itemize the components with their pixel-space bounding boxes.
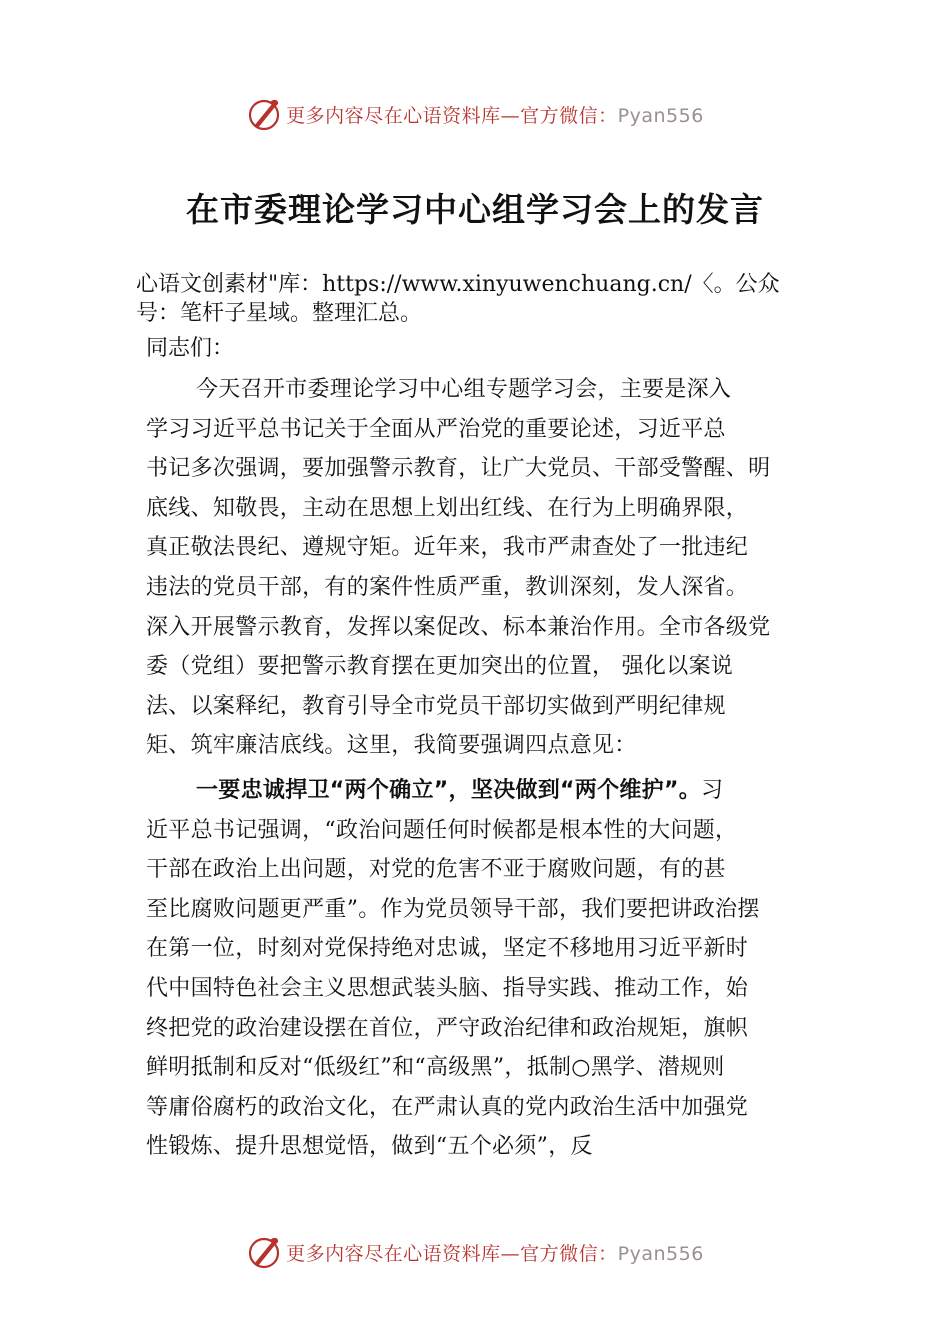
banner-label: 更多内容尽在心语资料库—官方微信： [286,1242,618,1265]
paragraph-line: 今天召开市委理论学习中心组专题学习会，主要是深入 [196,377,732,402]
header-watermark-banner [0,94,950,134]
paragraph-line: 违法的党员干部，有的案件性质严重，教训深刻，发人深省。 [146,574,749,600]
source-note [136,270,836,328]
paragraph-line: 真正敬法畏纪、遵规守矩。近年来，我市严肃查处了一批违纪 [146,535,749,561]
banner-label: 更多内容尽在心语资料库—官方微信： [286,104,618,127]
banner-wechat-id: Pyan556 [617,1242,704,1265]
paragraph-line: 在第一位，时刻对党保持绝对忠诚，坚定不移地用习近平新时 [146,936,749,962]
footer-watermark-banner [0,1232,950,1272]
source-line: 号：笔杆子星域。整理汇总。 [136,301,423,326]
pen-circle-logo-icon [246,96,282,132]
paragraph-line [146,771,826,811]
point-heading: 一要忠诚捍卫“两个确立”，坚决做到“两个维护”。 [196,778,702,803]
banner-text [286,101,704,128]
paragraph-line: 书记多次强调，要加强警示教育，让广大党员、干部受警醒、明 [146,456,771,482]
paragraph-line: 等庸俗腐朽的政治文化，在严肃认真的党内政治生活中加强党 [146,1094,749,1120]
paragraph-line: 矩、筑牢廉洁底线。这里，我简要强调四点意见： [146,733,637,759]
paragraph-line: 法、以案释纪，教育引导全市党员干部切实做到严明纪律规 [146,693,726,719]
point-heading-tail: 习 [701,778,724,803]
paragraph-line: 委（党组）要把警示教育摆在更加突出的位置， 强化以案说 [146,654,734,680]
paragraph-line: 终把党的政治建设摆在首位，严守政治纪律和政治规矩，旗帜 [146,1015,749,1041]
paragraph-line: 干部在政治上出问题，对党的危害不亚于腐败问题，有的甚 [146,857,726,883]
paragraph-line: 底线、知敬畏，主动在思想上划出红线、在行为上明确界限， [146,495,749,521]
paragraph-point-one [146,771,826,1167]
paragraph-line: 至比腐败问题更严重”。作为党员领导干部，我们要把讲政治摆 [146,896,760,922]
paragraph-intro [146,370,826,766]
paragraph-line: 代中国特色社会主义思想武装头脑、指导实践、推动工作，始 [146,975,749,1001]
paragraph-line: 鲜明抵制和反对“低级红”和“高级黑”，抵制○黑学、潜规则 [146,1055,725,1081]
paragraph-line: 性锻炼、提升思想觉悟，做到“五个必须”，反 [146,1134,593,1160]
document-title: 在市委理论学习中心组学习会上的发言 [186,190,764,229]
greeting: 同志们： [146,336,235,361]
paragraph-line: 近平总书记强调，“政治问题任何时候都是根本性的大问题， [146,817,738,843]
paragraph-line: 深入开展警示教育，发挥以案促改、标本兼治作用。全市各级党 [146,614,771,640]
source-line: 心语文创素材"库：https://www.xinyuwenchuang.cn/〈。公众 [136,272,780,297]
banner-wechat-id: Pyan556 [617,104,704,127]
paragraph-line: 学习习近平总书记关于全面从严治党的重要论述，习近平总 [146,416,726,442]
pen-circle-logo-icon [246,1234,282,1270]
banner-text [286,1239,704,1266]
